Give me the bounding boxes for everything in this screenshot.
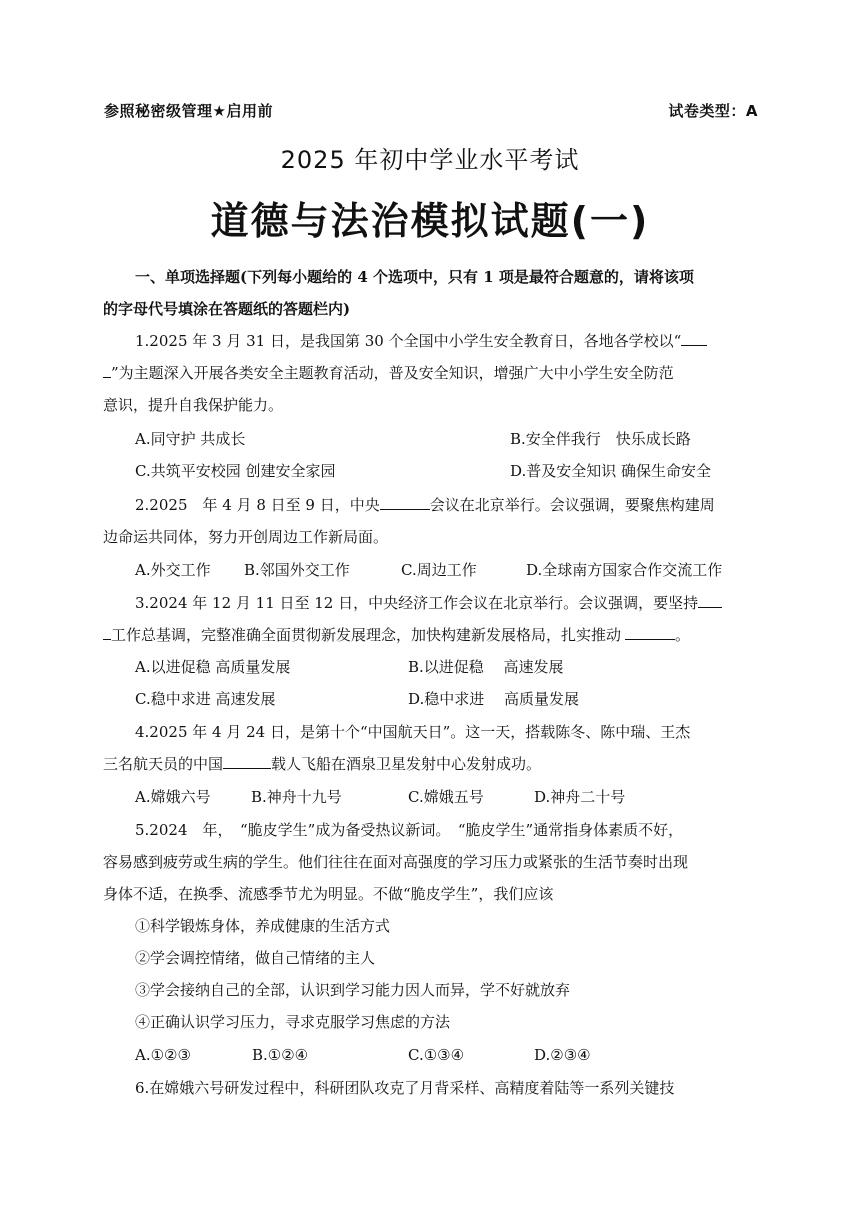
option-c: C.共筑平安校园 创建安全家园 <box>135 462 336 480</box>
question-1-line3: 意识，提升自我保护能力。 <box>103 396 284 414</box>
answer-blank <box>625 621 675 640</box>
subject-title: 道德与法治模拟试题(一) <box>210 199 650 243</box>
confidential-label: 参照秘密级管理★启用前 <box>104 102 273 120</box>
question-4-line1: 4.2025 年 4 月 24 日，是第十个“中国航天日”。这一天，搭载陈冬、陈中瑞、王杰 <box>135 723 691 741</box>
question-4-line2: 三名航天员的中国 载人飞船在酒泉卫星发射中心发射成功。 <box>103 749 541 779</box>
question-1-line2: ”为主题深入开展各类安全主题教育活动，普及安全知识，增强广大中小学生安全防范 <box>103 358 674 388</box>
option-c: C.周边工作 <box>401 561 477 579</box>
exam-title: 2025 年初中学业水平考试 <box>280 146 580 174</box>
option-b: B.邻国外交工作 <box>244 561 350 579</box>
option-a: A.①②③ <box>135 1046 191 1064</box>
option-d: D.神舟二十号 <box>534 788 626 806</box>
option-d: D.全球南方国家合作交流工作 <box>526 561 723 579</box>
answer-blank <box>380 491 430 510</box>
question-3-line1: 3.2024 年 12 月 11 日至 12 日，中央经济工作会议在北京举行。会议强调，要坚持 <box>135 588 722 618</box>
option-c: C.嫦娥五号 <box>408 788 484 806</box>
option-b: B.以进促稳 高速发展 <box>408 658 564 676</box>
option-a: A.外交工作 <box>135 561 211 579</box>
option-c: C.①③④ <box>408 1046 465 1064</box>
option-a: A.同守护 共成长 <box>135 430 246 448</box>
paper-type-label: 试卷类型：A <box>668 102 758 120</box>
option-b: B.①②④ <box>252 1046 309 1064</box>
option-d: D.稳中求进 高质量发展 <box>408 690 580 708</box>
answer-blank <box>103 359 111 378</box>
answer-blank <box>681 327 707 346</box>
question-1-line1: 1.2025 年 3 月 31 日，是我国第 30 个全国中小学生安全教育日，各地各学校以“ <box>135 326 707 356</box>
answer-blank <box>223 750 271 769</box>
answer-blank <box>103 621 111 640</box>
option-b: B.神舟十九号 <box>251 788 342 806</box>
option-a: A.嫦娥六号 <box>135 788 211 806</box>
option-b: B.安全伴我行 快乐成长路 <box>510 430 691 448</box>
option-c: C.稳中求进 高速发展 <box>135 690 276 708</box>
question-5-line3: 身体不适，在换季、流感季节尤为明显。不做“脆皮学生”，我们应该 <box>103 885 554 903</box>
statement-1: ①科学锻炼身体，养成健康的生活方式 <box>135 917 391 935</box>
page-header <box>104 100 758 121</box>
statement-4: ④正确认识学习压力，寻求克服学习焦虑的方法 <box>135 1013 451 1031</box>
option-d: D.②③④ <box>534 1046 591 1064</box>
statement-3: ③学会接纳自己的全部，认识到学习能力因人而异，学不好就放弃 <box>135 981 571 999</box>
statement-2: ②学会调控情绪，做自己情绪的主人 <box>135 949 376 967</box>
section-heading-cont: 的字母代号填涂在答题纸的答题栏内) <box>103 300 351 318</box>
answer-blank <box>698 589 722 608</box>
section-heading: 一、单项选择题(下列每小题给的 4 个选项中，只有 1 项是最符合题意的，请将该项 <box>135 268 694 286</box>
question-3-line2: 工作总基调，完整准确全面贯彻新发展理念，加快构建新发展格局，扎实推动 。 <box>103 620 690 650</box>
question-6-line1: 6.在嫦娥六号研发过程中，科研团队攻克了月背采样、高精度着陆等一系列关键技 <box>135 1079 675 1097</box>
question-2-line1: 2.2025 年 4 月 8 日至 9 日，中央 会议在北京举行。会议强调，要聚焦构建周 <box>135 490 715 520</box>
question-5-line2: 容易感到疲劳或生病的学生。他们往往在面对高强度的学习压力或紧张的生活节奏时出现 <box>103 853 689 871</box>
question-2-line2: 边命运共同体，努力开创周边工作新局面。 <box>103 528 389 546</box>
question-5-line1: 5.2024 年， “脆皮学生”成为备受热议新词。 “脆皮学生”通常指身体素质不好， <box>135 821 684 839</box>
option-d: D.普及安全知识 确保生命安全 <box>510 462 712 480</box>
option-a: A.以进促稳 高质量发展 <box>135 658 291 676</box>
